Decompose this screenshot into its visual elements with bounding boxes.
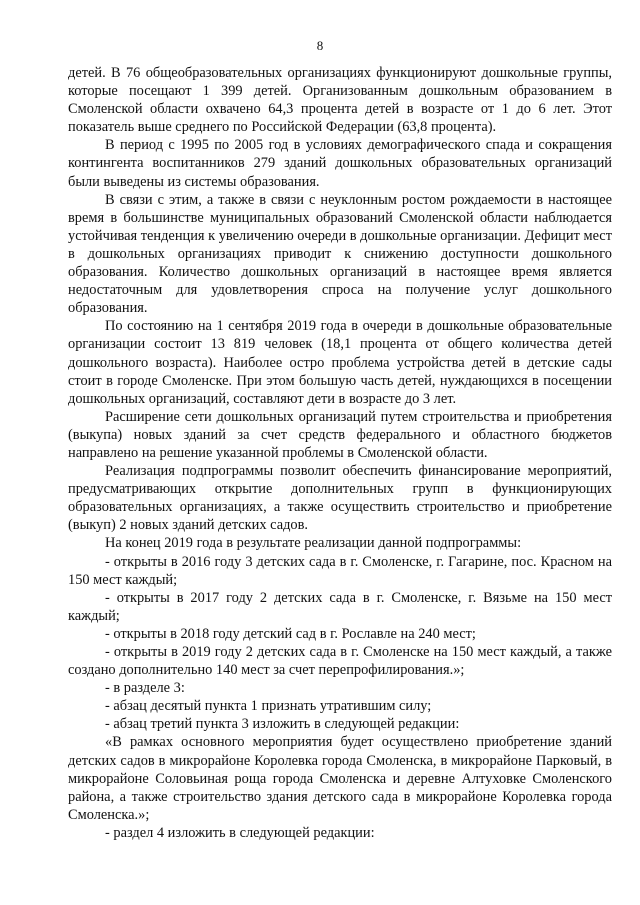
amendment-item-2: - абзац третий пункта 3 изложить в следующей редакции:: [105, 716, 460, 733]
amendment-section-4: - раздел 4 изложить в следующей редакции:: [105, 824, 375, 841]
amendment-item-1: - абзац десятый пункта 1 признать утратившим силу;: [105, 698, 432, 715]
page-number: 8: [316, 38, 324, 53]
paragraph-7: На конец 2019 года в результате реализации данной подпрограммы:: [105, 535, 522, 552]
paragraph-5: Расширение сети дошкольных организаций путем строительства и приобретения (выкупа) новых зданий за счет средств федерального и областного бюджетов направлено на решение указанной проблемы в Смоленской области.: [68, 408, 612, 461]
paragraph-1: детей. В 76 общеобразовательных организациях функционируют дошкольные группы, которые посещают 1 399 детей. Организованным дошкольным образованием в Смоленской области охвачено 64,3 процента детей в возрасте от 1 до 6 лет. Этот показатель выше среднего по Российской Федерации (63,8 процента).: [68, 65, 612, 136]
amendment-section-3: - в разделе 3:: [105, 680, 185, 697]
list-item-2018: - открыты в 2018 году детский сад в г. Рославле на 240 мест;: [105, 625, 476, 642]
paragraph-4: По состоянию на 1 сентября 2019 года в очереди в дошкольные образовательные организации состоит 13 819 человек (18,1 процента от общего количества детей дошкольного возраста). Наиболее остро проблема устройства детей в детские сады стоит в городе Смоленске. При этом большую часть детей, нуждающихся в посещении дошкольных организаций, составляют дети в возрасте до 3 лет.: [68, 318, 612, 407]
quoted-paragraph: «В рамках основного мероприятия будет осуществлено приобретение зданий детских садов в микрорайоне Королевка города Смоленска, в микрорайоне Парковый, в микрорайоне Соловьиная роща города Смоленска и деревне Алтуховке Смоленского района, а также строительство здания детского сада в микрорайоне Королевка города Смоленска.»;: [68, 734, 612, 823]
list-item-2016: - открыты в 2016 году 3 детских сада в г. Смоленске, г. Гагарине, пос. Красном на 150 мест каждый;: [68, 553, 612, 588]
document-body: [68, 64, 612, 842]
paragraph-2: В период с 1995 по 2005 год в условиях демографического спада и сокращения контингента воспитанников 279 зданий дошкольных образовательных организаций были выведены из системы образования.: [68, 137, 612, 190]
list-item-2017: - открыты в 2017 году 2 детских сада в г. Смоленске, г. Вязьме на 150 мест каждый;: [68, 589, 612, 624]
paragraph-6: Реализация подпрограммы позволит обеспечить финансирование мероприятий, предусматривающих открытие дополнительных групп в функционирующих образовательных организациях, а также осуществить строительство и приобретение (выкуп) 2 новых зданий детских садов.: [68, 463, 612, 534]
list-item-2019: - открыты в 2019 году 2 детских сада в г. Смоленске на 150 мест каждый, а также создано дополнительно 140 мест за счет перепрофилирования.»;: [68, 644, 612, 679]
paragraph-3: В связи с этим, а также в связи с неуклонным ростом рождаемости в настоящее время в большинстве муниципальных образований Смоленской области наблюдается устойчивая тенденция к увеличению очереди в дошкольные организации. Дефицит мест в дошкольных организациях приводит к снижению доступности дошкольного образования. Количество дошкольных организаций в настоящее время является недостаточным для удовлетворения спроса на получение услуг дошкольного образования.: [68, 191, 612, 317]
